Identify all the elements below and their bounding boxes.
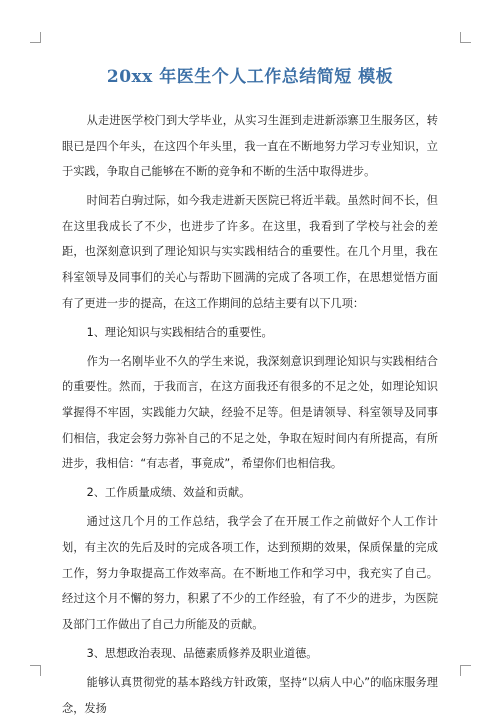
- paragraph-section-1: 作为一名刚毕业不久的学生来说，我深刻意识到理论知识与实践相结合的重要性。然而，于我而言，在这方面我还有很多的不足之处，如理论知识掌握得不牢固，实践能力欠缺，经验不足等。但是请领导、科室领导及同事们相信，我定会努力弥补自己的不足之处，争取在短时间内有所提高，有所进步，我相信：“有志者，事竟成”，希望你们也相信我。: [62, 354, 438, 471]
- document-body: [62, 108, 438, 725]
- crop-mark-top-right: [460, 32, 471, 43]
- crop-mark-top-left: [30, 32, 41, 43]
- document-title-text: 年医生个人工作总结简短 模板: [152, 67, 394, 87]
- crop-mark-bottom-left: [30, 665, 41, 676]
- section-heading-2: 2、工作质量成绩、效益和贡献。: [86, 486, 251, 500]
- paragraph-intro: 从走进医学校门到大学毕业，从实习生涯到走进新添寨卫生服务区，转眼已是四个年头，在这四个年头里，我一直在不断地努力学习专业知识，立于实践，争取自己能够在不断的竞争和不断的生活中取得进步。: [62, 114, 438, 179]
- document-title: [0, 62, 500, 87]
- paragraph-time: 时间若白驹过际，如今我走进新天医院已将近半载。虽然时间不长，但在这里我成长了不少，也进步了许多。在这里，我看到了学校与社会的差距，也深刻意识到了理论知识与实实践相结合的重要性。在几个月里，我在科室领导及同事们的关心与帮助下圆满的完成了各项工作，在思想觉悟方面有了更进一步的提高，在这工作期间的总结主要有以下几项：: [62, 194, 438, 310]
- section-heading-3: 3、思想政治表现、品德素质修养及职业道德。: [86, 646, 318, 660]
- section-heading-1: 1、理论知识与实践相结合的重要性。: [86, 325, 273, 339]
- document-title-year: 20xx: [106, 67, 153, 87]
- crop-mark-bottom-right: [460, 665, 471, 676]
- paragraph-section-2: 通过这几个月的工作总结，我学会了在开展工作之前做好个人工作计划，有主次的先后及时的完成各项工作，达到预期的效果，保质保量的完成工作，努力争取提高工作效率高。在不断地工作和学习中，我充实了自己。经过这个月不懈的努力，积累了不少的工作经验，有了不少的进步，为医院及部门工作做出了自己力所能及的贡献。: [62, 515, 438, 631]
- paragraph-section-3: 能够认真贯彻党的基本路线方针政策，坚持“以病人中心”的临床服务理念，发扬: [62, 675, 438, 715]
